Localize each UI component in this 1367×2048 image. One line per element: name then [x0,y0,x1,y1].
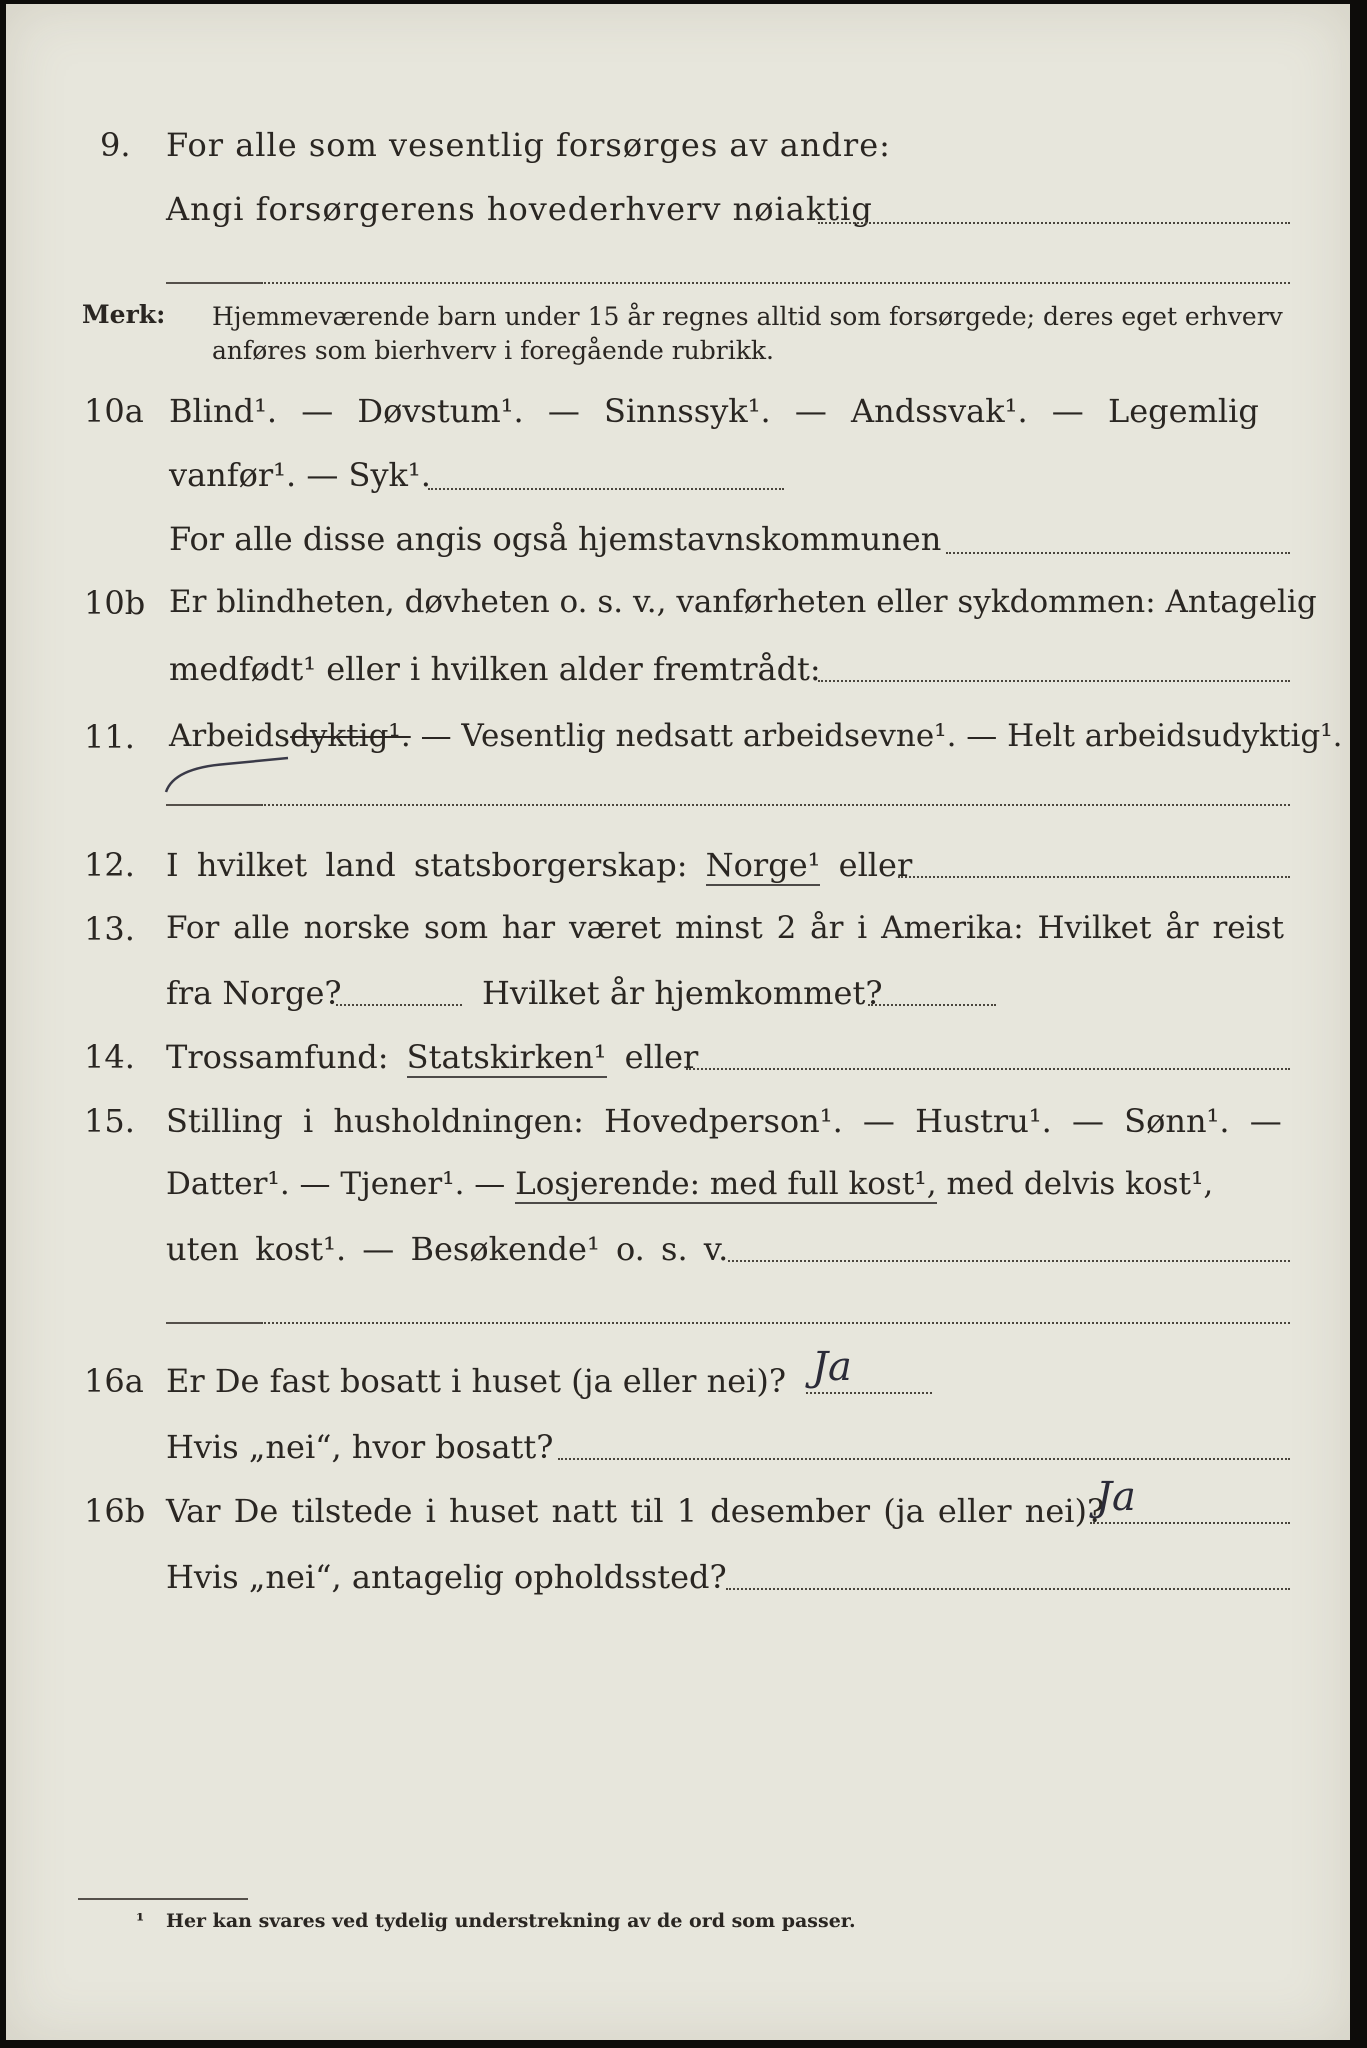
item-9-line2: Angi forsørgerens hovederhverv nøiaktig [166,190,873,228]
item-15-line3: uten kost¹. — Besøkende¹ o. s. v. [166,1230,729,1268]
item-10b-line1: Er blindheten, døvheten o. s. v., vanførheten eller sykdommen: Antagelig [169,584,1317,620]
item-15-number: 15. [84,1102,135,1140]
item-16a-line2: Hvis „nei“, hvor bosatt? [166,1428,554,1466]
item-16a-line1: Er De fast bosatt i huset (ja eller nei)? [166,1362,787,1400]
item-16b-line1: Var De tilstede i huset natt til 1 desember (ja eller nei)? [166,1492,1105,1530]
item-13-number: 13. [84,910,135,948]
item-16b-whereabouts-line[interactable] [726,1588,1290,1590]
item-13-line1: For alle norske som har været minst 2 år i Amerika: Hvilket år reist [166,910,1284,946]
item-14-number: 14. [84,1038,135,1076]
item-16a-answer-line[interactable] [806,1392,932,1394]
item-10a-line1: Blind¹. — Døvstum¹. — Sinnssyk¹. — Andssvak¹. — Legemlig [169,392,1259,430]
item-14-answer-line[interactable] [686,1068,1290,1070]
section-divider [166,804,261,806]
item-14-question: Trossamfund: [166,1038,389,1076]
item-16b-handwritten-answer[interactable]: Ja [1096,1474,1136,1520]
item-16a-handwritten-answer[interactable]: Ja [812,1344,852,1390]
section-divider-dotted [261,1322,1290,1324]
item-15-losjerende-underlined[interactable]: Losjerende: med full kost¹, [515,1166,937,1202]
item-16b-answer-line[interactable] [1090,1522,1290,1524]
section-divider [166,282,261,284]
item-14-text [166,1038,698,1076]
section-divider-dotted [261,282,1290,284]
note-line1: Hjemmeværende barn under 15 år regnes alltid som forsørgede; deres eget erhverv [212,302,1283,331]
item-10b-answer-line[interactable] [818,680,1290,682]
item-10a-home-municipality-line[interactable] [946,552,1290,554]
item-10b-number: 10b [84,584,146,622]
item-10a-line3: For alle disse angis også hjemstavnskommunen [169,520,942,558]
item-15-delvis-kost: med delvis kost¹, [946,1166,1214,1202]
section-divider-dotted [261,804,1290,806]
item-13-line2b: Hvilket år hjemkommet? [482,974,883,1012]
item-15-line2 [166,1166,1213,1202]
item-13-departure-year-line[interactable] [336,1004,462,1006]
item-9-number: 9. [100,126,131,164]
item-11-hand-mark [156,752,296,800]
item-12-text [166,846,912,884]
item-9-line1: For alle som vesentlig forsørges av andre: [166,126,891,164]
item-15-line1: Stilling i husholdningen: Hovedperson¹. — Hustru¹. — Sønn¹. — [166,1102,1282,1140]
item-11-text [169,718,1343,754]
item-10a-line2: vanfør¹. — Syk¹. [169,456,431,494]
item-12-number: 12. [84,846,135,884]
footnote-text: Her kan svares ved tydelig understrekning av de ord som passer. [166,1910,856,1932]
item-9-answer-line[interactable] [818,222,1290,224]
item-11-rest: — Vesentlig nedsatt arbeidsevne¹. — Helt arbeidsudyktig¹. [420,718,1343,754]
item-10b-line2: medfødt¹ eller i hvilken alder fremtrådt: [169,650,821,688]
item-14-statskirken-underlined[interactable]: Statskirken¹ [406,1038,607,1076]
footnote-rule [78,1898,248,1900]
item-10a-answer-line[interactable] [428,488,784,490]
item-12-eller: eller [838,846,913,884]
item-16a-residence-line[interactable] [558,1458,1290,1460]
item-11-arbeids: Arbeids [169,718,291,754]
item-16a-number: 16a [84,1362,144,1400]
item-13-return-year-line[interactable] [868,1004,996,1006]
item-15-datter-tjener: Datter¹. — Tjener¹. — [166,1166,506,1202]
item-13-line2a: fra Norge? [166,974,342,1012]
note-label: Merk: [82,300,166,329]
item-12-answer-line[interactable] [898,876,1290,878]
item-16b-number: 16b [84,1492,146,1530]
census-form-page [6,4,1350,2040]
section-divider [166,1322,261,1324]
note-line2: anføres som bierhverv i foregående rubrikk. [212,336,774,365]
footnote-mark: ¹ [136,1910,145,1932]
item-12-norge-underlined[interactable]: Norge¹ [705,846,821,884]
item-10a-number: 10a [84,392,144,430]
item-15-answer-line[interactable] [728,1260,1290,1262]
item-12-question: I hvilket land statsborgerskap: [166,846,688,884]
item-11-number: 11. [84,718,135,756]
item-14-eller: eller [624,1038,699,1076]
item-16b-line2: Hvis „nei“, antagelig opholdssted? [166,1558,727,1596]
item-11-dyktig-struck[interactable]: dyktig¹. [290,718,411,754]
